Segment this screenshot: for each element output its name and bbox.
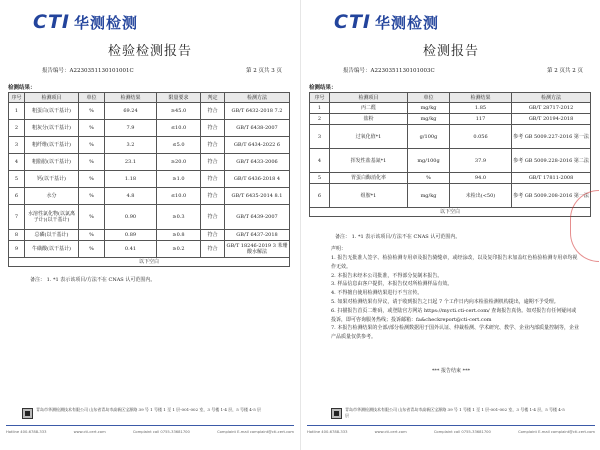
table-cell: 5 xyxy=(9,171,25,188)
table-row xyxy=(9,188,290,205)
complaint-email: Complaint E-mail complaint@cti-cert.com xyxy=(217,430,294,434)
table-cell: 1.18 xyxy=(105,171,157,188)
website: www.cti-cert.com xyxy=(374,430,407,434)
table-cell: GB/T 18246-2019 3 苯珊酸水解法 xyxy=(225,241,290,258)
table-cell: 37.9 xyxy=(450,149,512,173)
statement-item: 3. 样品信息由客户提供，本报告仅对所检测样品有效。 xyxy=(331,281,453,288)
table-cell: GB/T 6432-2018 7.2 xyxy=(225,103,290,120)
table-cell: 0.89 xyxy=(105,230,157,241)
table-cell: 9 xyxy=(9,241,25,258)
qr-code-icon xyxy=(22,408,33,419)
table-cell: mg/kg xyxy=(408,184,450,208)
table-cell: 1 xyxy=(310,103,330,114)
column-header: 检测项目 xyxy=(25,93,79,103)
table-cell: GB/T 20194-2018 xyxy=(512,114,591,125)
table-cell: 8 xyxy=(9,230,25,241)
website: www.cti-cert.com xyxy=(73,430,106,434)
table-cell: 23.1 xyxy=(105,154,157,171)
section-label: 检测结果： xyxy=(8,85,36,91)
table-cell: 4 xyxy=(310,149,330,173)
table-cell: GB/T 17811-2008 xyxy=(512,173,591,184)
complaint-call: Complaint call 0755-33681700 xyxy=(132,430,190,434)
report-title: 检验检测报告 xyxy=(107,44,192,59)
table-cell: 丙二醛 xyxy=(330,103,408,114)
table-cell: % xyxy=(79,120,105,137)
table-cell: 1.85 xyxy=(450,103,512,114)
table-cell: 0.41 xyxy=(105,241,157,258)
report-title: 检测报告 xyxy=(422,44,479,59)
table-cell: 符合 xyxy=(201,103,225,120)
blank-row xyxy=(9,258,290,267)
column-header: 检测方法 xyxy=(225,93,290,103)
column-header: 序号 xyxy=(9,93,25,103)
table-cell: 组胺*1 xyxy=(330,184,408,208)
table-cell: 参考 GB 5009.228-2016 第二法 xyxy=(512,149,591,173)
report-number: 报告编号：A2230351130101001C xyxy=(42,68,134,74)
table-cell: 2 xyxy=(310,114,330,125)
report-meta xyxy=(343,66,583,74)
table-cell: 盐粉 xyxy=(330,114,408,125)
footnote: 备注： 1. *1 表示该项目/方法不在 CNAS 认可范围内。 xyxy=(30,277,156,283)
table-cell: 69.24 xyxy=(105,103,157,120)
table-cell: ≤10.0 xyxy=(157,120,201,137)
table-row xyxy=(310,149,591,173)
logo-chinese-name: 华测检测 xyxy=(374,13,439,32)
table-row xyxy=(9,230,290,241)
logo-brand: CTI xyxy=(33,11,70,33)
table-cell: 符合 xyxy=(201,154,225,171)
table-cell: 粗灰分(以干基计) xyxy=(25,120,79,137)
table-cell: GB/T 6435-2014 8.1 xyxy=(225,188,290,205)
column-header: 限量要求 xyxy=(157,93,201,103)
table-cell: 94.0 xyxy=(450,173,512,184)
table-cell: 3.2 xyxy=(105,137,157,154)
column-header: 检测结果 xyxy=(450,93,512,103)
table-cell: mg/kg xyxy=(408,103,450,114)
table-cell: % xyxy=(408,173,450,184)
table-cell: GB/T 6436-2018 4 xyxy=(225,171,290,188)
results-table xyxy=(309,92,591,217)
table-cell: 水分 xyxy=(25,188,79,205)
table-cell: % xyxy=(79,205,105,230)
statement-title: 声明： xyxy=(331,246,347,252)
column-header: 单位 xyxy=(79,93,105,103)
table-cell: GB/T 6434-2022 6 xyxy=(225,137,290,154)
table-cell: 符合 xyxy=(201,205,225,230)
statement-item: 4. 不得擅自使用检测结果进行不当宣传。 xyxy=(331,290,423,297)
table-cell: 钙(以干基计) xyxy=(25,171,79,188)
right-report-page xyxy=(300,0,600,450)
table-cell: 1 xyxy=(9,103,25,120)
page-number: 第 2 页共 3 页 xyxy=(246,68,282,74)
table-cell: 117 xyxy=(450,114,512,125)
qr-code-icon xyxy=(331,408,342,419)
lab-address: 青岛市华测检测技术有限公司 山东省青岛市高新区宝源路 39 号 1 号楼 1 至 1 层-001-002 室，3 号楼 1-4 层，5 号楼 4-5 层 xyxy=(36,407,262,412)
table-row xyxy=(9,103,290,120)
statement-item: 6. 扫描报告首页二维码，或登陆官方网站 https://mycti.cti-cert.com/ 查询报告真伪。如对报告有任何疑问或投诉，即可咨询服务热线；投诉邮箱：fa&checkreport@cti-cert.com xyxy=(331,307,577,323)
table-cell: 符合 xyxy=(201,120,225,137)
table-cell: 6 xyxy=(9,188,25,205)
blank-below-text: 以下空白 xyxy=(310,208,591,217)
table-cell: mg/100g xyxy=(408,149,450,173)
report-number: 报告编号：A2230351130101003C xyxy=(343,68,435,74)
column-header: 检测方法 xyxy=(512,93,591,103)
table-cell: 粗纤维(以干基计) xyxy=(25,137,79,154)
table-cell: ≥45.0 xyxy=(157,103,201,120)
column-header: 检测项目 xyxy=(330,93,408,103)
table-cell: GB/T 6437-2018 xyxy=(225,230,290,241)
table-cell: GB/T 28717-2012 xyxy=(512,103,591,114)
complaint-email: Complaint E-mail complaint@cti-cert.com xyxy=(518,430,595,434)
blank-row xyxy=(310,208,591,217)
table-row xyxy=(9,154,290,171)
hotline: Hotline 400-6788-333 xyxy=(6,430,47,434)
table-cell: GB/T 6438-2007 xyxy=(225,120,290,137)
table-cell: 符合 xyxy=(201,230,225,241)
table-cell: mg/kg xyxy=(408,114,450,125)
statement-list xyxy=(331,254,581,342)
table-cell: 胃蛋白酶消化率 xyxy=(330,173,408,184)
column-header: 检测结果 xyxy=(105,93,157,103)
table-header-row xyxy=(9,93,290,103)
table-cell: 符合 xyxy=(201,137,225,154)
footer-contact xyxy=(6,430,294,434)
table-cell: GB/T 6439-2007 xyxy=(225,205,290,230)
section-label: 检测结果： xyxy=(309,85,337,91)
table-cell: 参考 GB 5009.227-2016 第一法 xyxy=(512,125,591,149)
table-row xyxy=(9,120,290,137)
table-cell: 3 xyxy=(9,137,25,154)
table-cell: 挥发性盐基氮*1 xyxy=(330,149,408,173)
table-cell: 牛磺酸(以干基计) xyxy=(25,241,79,258)
table-cell: 未检出(<50) xyxy=(450,184,512,208)
table-cell: 总磷(以干基计) xyxy=(25,230,79,241)
complaint-call: Complaint call 0755-33681700 xyxy=(433,430,491,434)
footnote: 备注： 1. *1 表示该项目/方法不在 CNAS 认可范围内。 xyxy=(335,234,461,240)
table-cell: % xyxy=(79,171,105,188)
table-row xyxy=(9,171,290,188)
table-row xyxy=(310,184,591,208)
table-header-row xyxy=(310,93,591,103)
company-logo xyxy=(33,11,138,33)
statement-item: 1. 报告无批准人签字、检验检测专用章及报告骑缝章，或经涂改，以及复印报告未加盖红色检验检测专用章均视作无效。 xyxy=(331,255,578,270)
table-cell: % xyxy=(79,103,105,120)
table-row xyxy=(310,114,591,125)
table-row xyxy=(9,137,290,154)
footer-contact xyxy=(307,430,595,434)
table-cell: ≥0.3 xyxy=(157,205,201,230)
statement-item: 5. 如果对检测结果有异议，请于收到报告之日起 7 个工作日内向本检验检测机构提出，逾期不予受理。 xyxy=(331,298,559,305)
report-meta xyxy=(42,66,282,74)
results-table xyxy=(8,92,290,267)
column-header: 序号 xyxy=(310,93,330,103)
column-header: 单位 xyxy=(408,93,450,103)
table-cell: 7.9 xyxy=(105,120,157,137)
table-cell: ≥1.0 xyxy=(157,171,201,188)
table-cell: 参考 GB 5009.208-2016 第一法 xyxy=(512,184,591,208)
table-cell: ≥20.0 xyxy=(157,154,201,171)
lab-address: 青岛市华测检测技术有限公司 山东省青岛市高新区宝源路 39 号 1 号楼 1 至 1 层-001-002 室，3 号楼 1-4 层，5 号楼 4-5 层 xyxy=(345,407,565,418)
table-cell: % xyxy=(79,241,105,258)
table-cell: 0.90 xyxy=(105,205,157,230)
footer-divider xyxy=(6,425,294,426)
table-cell: % xyxy=(79,154,105,171)
table-cell: ≤5.0 xyxy=(157,137,201,154)
table-cell: ≥0.8 xyxy=(157,230,201,241)
table-cell: 7 xyxy=(9,205,25,230)
table-cell: g/100g xyxy=(408,125,450,149)
table-cell: % xyxy=(79,230,105,241)
table-cell: 4 xyxy=(9,154,25,171)
table-cell: ≤10.0 xyxy=(157,188,201,205)
logo-chinese-name: 华测检测 xyxy=(73,13,138,32)
logo-brand: CTI xyxy=(334,11,371,33)
table-row xyxy=(310,125,591,149)
report-end-marker: *** 报告结束 *** xyxy=(431,368,471,374)
table-cell: 3 xyxy=(310,125,330,149)
table-cell: 符合 xyxy=(201,171,225,188)
table-cell: % xyxy=(79,137,105,154)
table-cell: 5 xyxy=(310,173,330,184)
table-cell: % xyxy=(79,188,105,205)
table-cell: 0.056 xyxy=(450,125,512,149)
table-cell: 粗脂肪(以干基计) xyxy=(25,154,79,171)
column-header: 判定 xyxy=(201,93,225,103)
page-number: 第 2 页共 2 页 xyxy=(547,68,583,74)
table-cell: 2 xyxy=(9,120,25,137)
blank-below-text: 以下空白 xyxy=(9,258,290,267)
footer-divider xyxy=(307,425,595,426)
table-cell: 6 xyxy=(310,184,330,208)
statement-item: 2. 本报告未经本公司批准，不得部分复制本报告。 xyxy=(331,272,443,279)
table-row xyxy=(9,241,290,258)
table-cell: 水溶性氯化物(以氯离子计)(以干基计) xyxy=(25,205,79,230)
table-row xyxy=(9,205,290,230)
company-logo xyxy=(334,11,439,33)
table-cell: 粗蛋白(以干基计) xyxy=(25,103,79,120)
table-row xyxy=(310,173,591,184)
table-cell: 过氧化值*1 xyxy=(330,125,408,149)
table-cell: GB/T 6433-2006 xyxy=(225,154,290,171)
table-row xyxy=(310,103,591,114)
hotline: Hotline 400-6788-333 xyxy=(307,430,348,434)
table-cell: 符合 xyxy=(201,241,225,258)
table-cell: 符合 xyxy=(201,188,225,205)
table-cell: ≥0.2 xyxy=(157,241,201,258)
table-cell: 4.8 xyxy=(105,188,157,205)
statement-item: 7. 本报告检测结果的全部/部分检测数据用于国外认证、仲裁检测、学术研究、教学、企业内部质量控制等，企业产品质量仅供参考。 xyxy=(331,325,580,341)
